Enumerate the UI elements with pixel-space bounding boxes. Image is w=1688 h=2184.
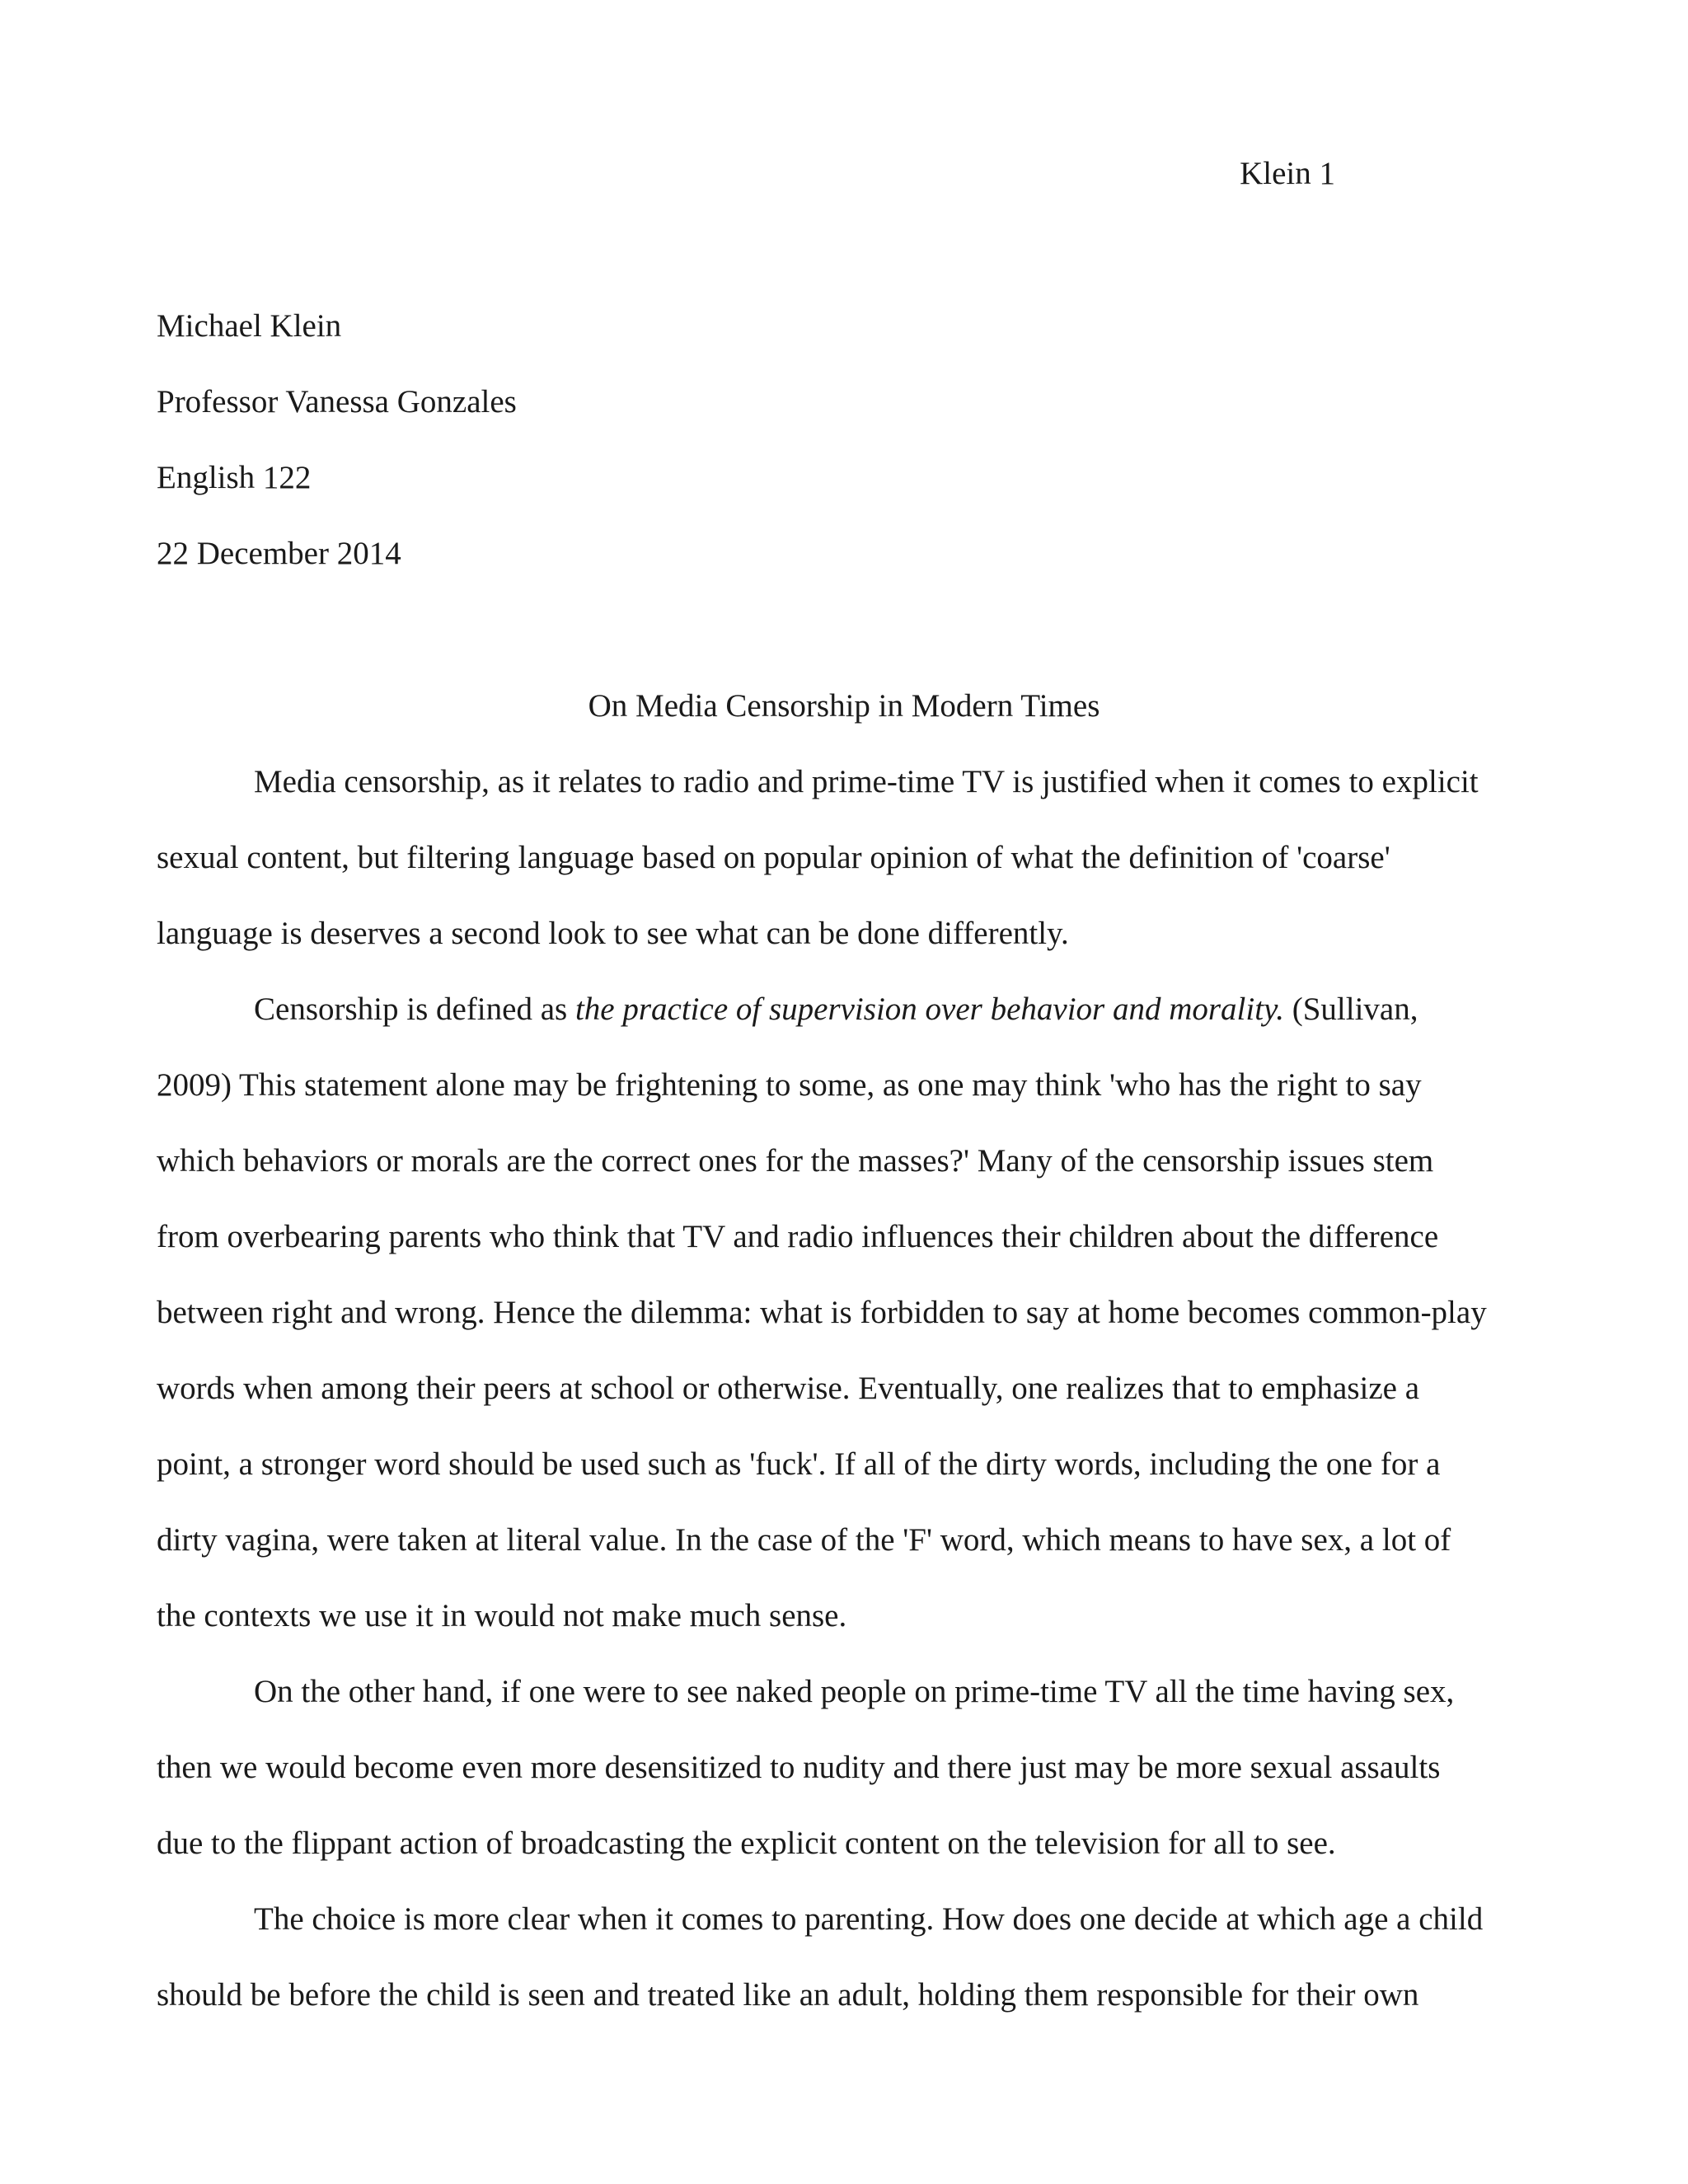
body-line: the contexts we use it in would not make much sense.	[157, 1598, 847, 1633]
body-text-run: Censorship is defined as	[254, 991, 575, 1027]
body-line: On the other hand, if one were to see naked people on prime-time TV all the time having sex,	[254, 1674, 1455, 1709]
body-line: dirty vagina, were taken at literal value. In the case of the 'F' word, which means to have sex, a lot of	[157, 1522, 1451, 1558]
body-line: which behaviors or morals are the correct ones for the masses?' Many of the censorship issues stem	[157, 1143, 1434, 1179]
running-head: Klein 1	[1240, 156, 1335, 191]
body-line: due to the flippant action of broadcasting the explicit content on the television for all to see.	[157, 1825, 1336, 1861]
body-line: point, a stronger word should be used such as 'fuck'. If all of the dirty words, including the one for a	[157, 1446, 1441, 1482]
citation-text: (Sullivan,	[1283, 991, 1418, 1027]
instructor-name: Professor Vanessa Gonzales	[157, 384, 517, 419]
body-line: language is deserves a second look to see what can be done differently.	[157, 916, 1069, 951]
body-text	[157, 763, 1558, 2052]
body-line: sexual content, but filtering language based on popular opinion of what the definition of 'coarse'	[157, 840, 1390, 875]
body-line: Media censorship, as it relates to radio and prime-time TV is justified when it comes to explicit	[254, 764, 1479, 799]
body-line: words when among their peers at school or otherwise. Eventually, one realizes that to emphasize a	[157, 1371, 1420, 1406]
body-line: between right and wrong. Hence the dilemma: what is forbidden to say at home becomes common-play	[157, 1295, 1487, 1330]
definition-quote: the practice of supervision over behavior and morality.	[574, 991, 1284, 1027]
document-title: On Media Censorship in Modern Times	[588, 688, 1100, 724]
body-line: should be before the child is seen and treated like an adult, holding them responsible for their own	[157, 1977, 1419, 2013]
body-line: from overbearing parents who think that TV and radio influences their children about the difference	[157, 1219, 1439, 1254]
body-line: The choice is more clear when it comes to parenting. How does one decide at which age a child	[254, 1901, 1484, 1937]
course-name: English 122	[157, 460, 312, 495]
author-name: Michael Klein	[157, 308, 342, 344]
mla-heading	[157, 307, 517, 611]
body-line: then we would become even more desensitized to nudity and there just may be more sexual assaults	[157, 1750, 1441, 1785]
document-date: 22 December 2014	[157, 536, 401, 571]
body-line: 2009) This statement alone may be frightening to some, as one may think 'who has the right to say	[157, 1067, 1422, 1103]
body-line	[157, 991, 1558, 1029]
